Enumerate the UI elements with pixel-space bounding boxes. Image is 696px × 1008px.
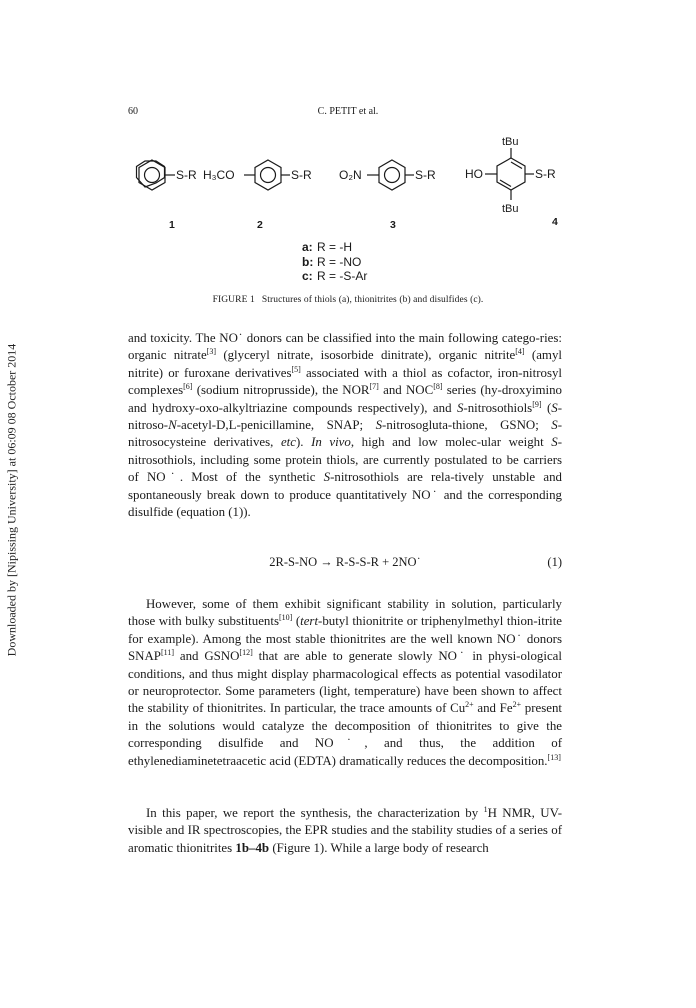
legend-row: c: R = -S-Ar — [302, 269, 368, 283]
compound-number-2: 2 — [257, 219, 263, 231]
page-number: 60 — [128, 106, 138, 117]
equation-text: 2R-S-NO → R-S-S-R + 2NO˙ — [269, 555, 421, 569]
compound-number-4: 4 — [552, 216, 558, 228]
compound-3-left-group: O₂N — [339, 168, 362, 182]
chemical-structures-figure — [0, 130, 696, 240]
caption-label: FIGURE 1 — [212, 295, 255, 305]
legend-row: b: R = -NO — [302, 254, 362, 269]
compound-4-substituent: S-R — [535, 167, 556, 181]
compound-number-3: 3 — [390, 219, 396, 231]
compound-2-substituent: S-R — [291, 168, 312, 182]
legend-row: a: R = -H — [302, 240, 353, 254]
paragraph-1: and toxicity. The NO˙ donors can be classified into the main following catego-ries: organic nitrate[3] (glyceryl nitrate, isosorbide dinitrate), organic nitrite[4] (amyl nitrite) or furoxane derivatives[5] associated with a thiol as cofactor, iron-nitrosyl complexes[6] (sodium nitroprusside), the NOR[7] and NOC[8] series (hy-droxyimino and hydroxy-oxo-alkyltriazine compounds respectively), and S-nitrosothiols[9] (S-nitroso-N-acetyl-D,L-penicillamine, SNAP; S-nitrosogluta-thione, GSNO; S-nitrosocysteine derivatives, etc). In vivo, high and low molec-ular weight S-nitrosothiols, including some protein thiols, are currently postulated to be carriers of NO˙. Most of the synthetic S-nitrosothiols are rela-tively unstable and spontaneously break down to produce quantitatively NO˙ and the corresponding disulfide (equation (1)). — [128, 331, 563, 520]
equation-number: (1) — [547, 555, 562, 569]
compound-4-top-group: tBu — [502, 136, 519, 148]
caption-text: Structures of thiols (a), thionitrites (b) and disulfides (c). — [261, 295, 484, 305]
download-note: Downloaded by [Nipissing University] at 06:09 08 October 2014 — [4, 343, 19, 657]
download-watermark — [0, 300, 24, 700]
benzene-ring-2 — [244, 160, 290, 190]
compound-4-bottom-group: tBu — [502, 203, 519, 215]
benzene-ring-4 — [485, 148, 534, 200]
r-group-legend — [302, 240, 367, 284]
benzene-ring-1 — [137, 160, 176, 190]
benzene-ring-3 — [367, 160, 414, 190]
paragraph-2: However, some of them exhibit significant stability in solution, particularly those with bulky substituents[10] (tert-butyl thionitrite or triphenylmethyl thion-itrite for example). Among the most stable thionitrites are the well known NO˙ donors SNAP[11] and GSNO[12] that are able to generate slowly NO˙ in physi-ological conditions, and thus might display pharmacological effects as potential vasodilator or neuroprotector. Some parameters (light, temperature) have been shown to affect the stability of thionitrites. In particular, the trace amounts of $Cu^{2+}$ and $Fe^{2+}$ present in the solutions would catalyze the decomposition of thionitrites to give the corresponding disulfide and NO˙, and thus, the addition of ethylenediaminetetraacetic acid (EDTA) dramatically reduces the decomposition.[13] — [128, 597, 563, 768]
equation-1 — [128, 555, 562, 573]
compound-1-substituent: S-R — [176, 168, 197, 182]
compound-3-substituent: S-R — [415, 168, 436, 182]
paragraph-3: In this paper, we report the synthesis, the characterization by $^1$H NMR, UV-visible and IR spectroscopies, the EPR studies and the stability studies of a series of aromatic thionitrites 1b–4b (Figure 1). While a large body of research — [128, 805, 562, 855]
compound-2-left-group: H₃CO — [203, 168, 235, 182]
compound-4-left-group: HO — [465, 167, 483, 181]
compound-number-1: 1 — [169, 219, 175, 231]
running-head: C. PETIT et al. — [317, 106, 379, 117]
figure-caption — [0, 295, 696, 305]
